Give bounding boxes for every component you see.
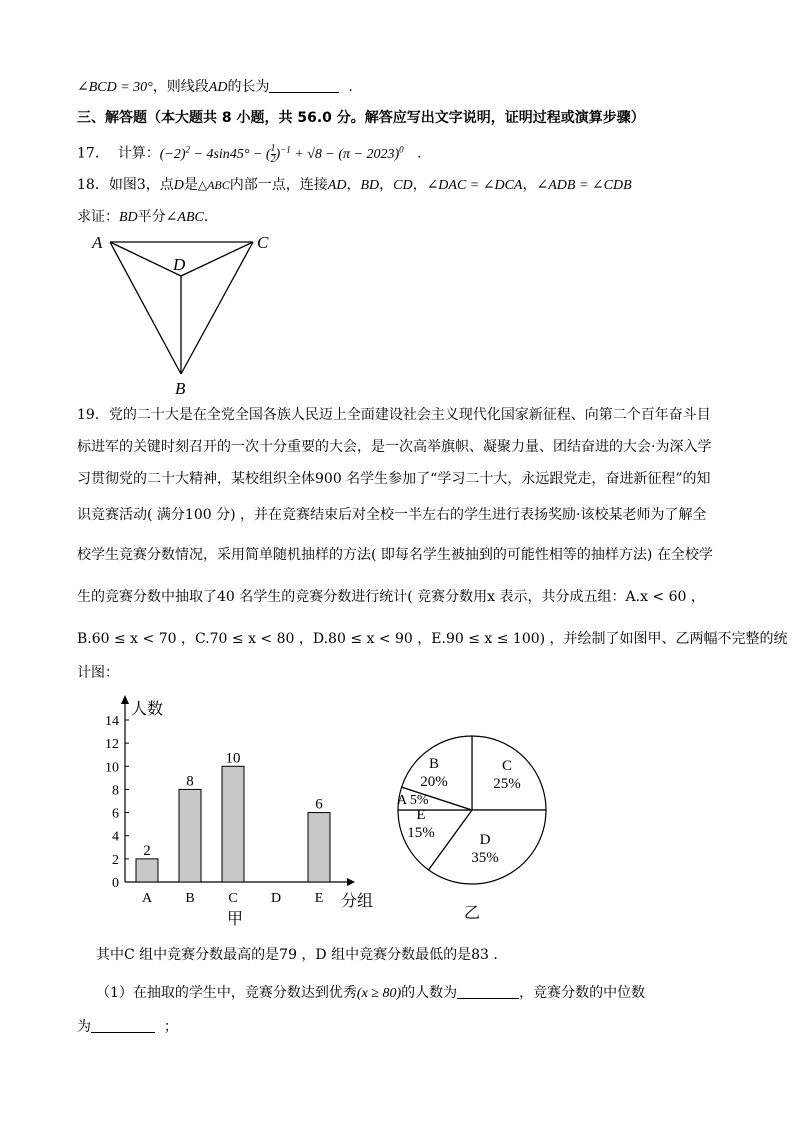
bar-a <box>136 859 158 882</box>
section-3-heading: 三、解答题（本大题共 8 小题，共 56.0 分。解答应写出文字说明，证明过程或演算步骤） <box>77 110 645 126</box>
slice-pct-b: 20% <box>420 774 448 790</box>
q17-expr: $(-2)^2 - 4\sin 45^\circ$ − ( $\frac{1}{2}$ )$^{-1} + √8 - (\pi - 2023)^0$ <box>159 142 404 165</box>
q19-sub1-line2: 为 ； <box>77 1019 178 1035</box>
y-tick-label: 10 <box>105 760 119 776</box>
y-tick-label: 0 <box>112 876 119 891</box>
y-tick-label: 8 <box>112 783 119 799</box>
slice-name-d: D <box>479 832 491 848</box>
question-18-line1: 18．如图3，点D是△ABC内部一点，连接AD，BD，CD，∠DAC = ∠DCA，∠ADB = ∠CDB <box>77 177 632 193</box>
bar-b <box>179 789 201 882</box>
y-tick-label: 14 <box>105 714 119 729</box>
label-b: B <box>175 379 186 398</box>
bar-chart-jia <box>85 692 385 932</box>
answer-blank-excellent[interactable] <box>457 984 519 999</box>
x-tick-label: C <box>228 891 238 906</box>
x-axis-arrow <box>347 878 355 886</box>
edge-ab <box>110 242 181 374</box>
x-axis-title: 分组 <box>341 893 374 910</box>
x-tick-label: D <box>270 891 282 906</box>
q17-number: 17． <box>77 145 109 162</box>
y-axis-title: 人数 <box>131 701 164 718</box>
y-tick-label: 12 <box>105 737 119 753</box>
label-a: A <box>92 233 103 252</box>
prev-text-2: 的长为 <box>227 79 270 95</box>
segment-ad <box>110 242 181 276</box>
bar-e <box>308 813 330 882</box>
data-label-a: 2 <box>143 842 151 859</box>
q19-line: 标进军的关键时刻召开的一次十分重要的大会，是一次高举旗帜、凝聚力量、团结奋进的大会·为深入学 <box>77 439 712 455</box>
segment-cd <box>181 242 253 276</box>
prev-question-tail <box>77 78 353 97</box>
data-label-c: 10 <box>225 750 241 767</box>
q19-line: 生的竞赛分数中抽取了40 名学生的竞赛分数进行统计( 竞赛分数用x 表示，共分成五组：A.x < 60 ， <box>77 589 705 605</box>
y-tick-label: 4 <box>112 829 119 845</box>
q19-line: 习贯彻党的二十大精神，某校组织全体900 名学生参加了“学习二十大，永远跟党走，奋进新征程”的知 <box>77 471 711 487</box>
prev-end: . <box>348 79 353 95</box>
q19-sub1-line1: （1）在抽取的学生中，竞赛分数达到优秀(x ≥ 80)的人数为 ，竞赛分数的中位数 <box>96 985 646 1001</box>
y-tick-label: 2 <box>112 852 119 868</box>
q19-line: 19．党的二十大是在全党全国各族人民迈上全面建设社会主义现代化国家新征程、向第二个百年奋斗目 <box>77 407 711 423</box>
label-d: D <box>173 255 186 274</box>
edge-cb <box>181 242 253 374</box>
answer-blank-median[interactable] <box>91 1018 155 1033</box>
triangle-figure <box>85 228 285 400</box>
q19-line: B.60 ≤ x < 70 ，C.70 ≤ x < 80 ，D.80 ≤ x < 90 ，E.90 ≤ x ≤ 100) ，并绘制了如图甲、乙两幅不完整的统 <box>77 631 788 647</box>
slice-pct-c: 25% <box>493 776 521 792</box>
q17-end: . <box>417 145 422 162</box>
slice-pct-e: 15% <box>407 825 435 841</box>
q17-lead: 计算： <box>117 145 160 162</box>
var-ad: AD <box>208 80 228 95</box>
x-tick-label: A <box>141 891 153 906</box>
pie-chart-yi <box>390 728 560 928</box>
slice-label-a: A 5% <box>397 793 429 808</box>
bar-c <box>222 766 244 882</box>
data-label-b: 8 <box>186 773 194 790</box>
q19-line: 校学生竞赛分数情况，采用简单随机抽样的方法( 即每名学生被抽到的可能性相等的抽样方法) 在全校学 <box>77 547 713 563</box>
label-c: C <box>257 233 269 252</box>
chart-title: 甲 <box>226 911 244 928</box>
y-tick-label: 6 <box>112 806 119 822</box>
x-tick-label: E <box>314 891 324 906</box>
slice-name-e: E <box>416 807 426 823</box>
y-axis-arrow <box>121 695 129 704</box>
slice-name-b: B <box>428 756 440 772</box>
pie-title: 乙 <box>463 905 481 922</box>
question-18-line2: 求证：BD平分∠ABC． <box>77 209 218 225</box>
q19-after-chart: 其中C 组中竞赛分数最高的是79 ，D 组中竞赛分数最低的是83 . <box>96 947 498 963</box>
q19-line: 计图： <box>77 665 119 681</box>
angle-expr: ∠BCD = 30° <box>77 80 153 95</box>
q19-line: 识竞赛活动( 满分100 分) ，并在竞赛结束后对全校一半左右的学生进行表扬奖励·该校某老师为了解全 <box>77 507 707 523</box>
answer-blank[interactable] <box>269 78 339 93</box>
data-label-e: 6 <box>315 796 323 813</box>
question-17 <box>77 140 421 165</box>
slice-name-c: C <box>501 758 513 774</box>
slice-pct-d: 35% <box>471 850 499 866</box>
prev-text: ，则线段 <box>152 79 209 95</box>
x-tick-label: B <box>185 891 195 906</box>
